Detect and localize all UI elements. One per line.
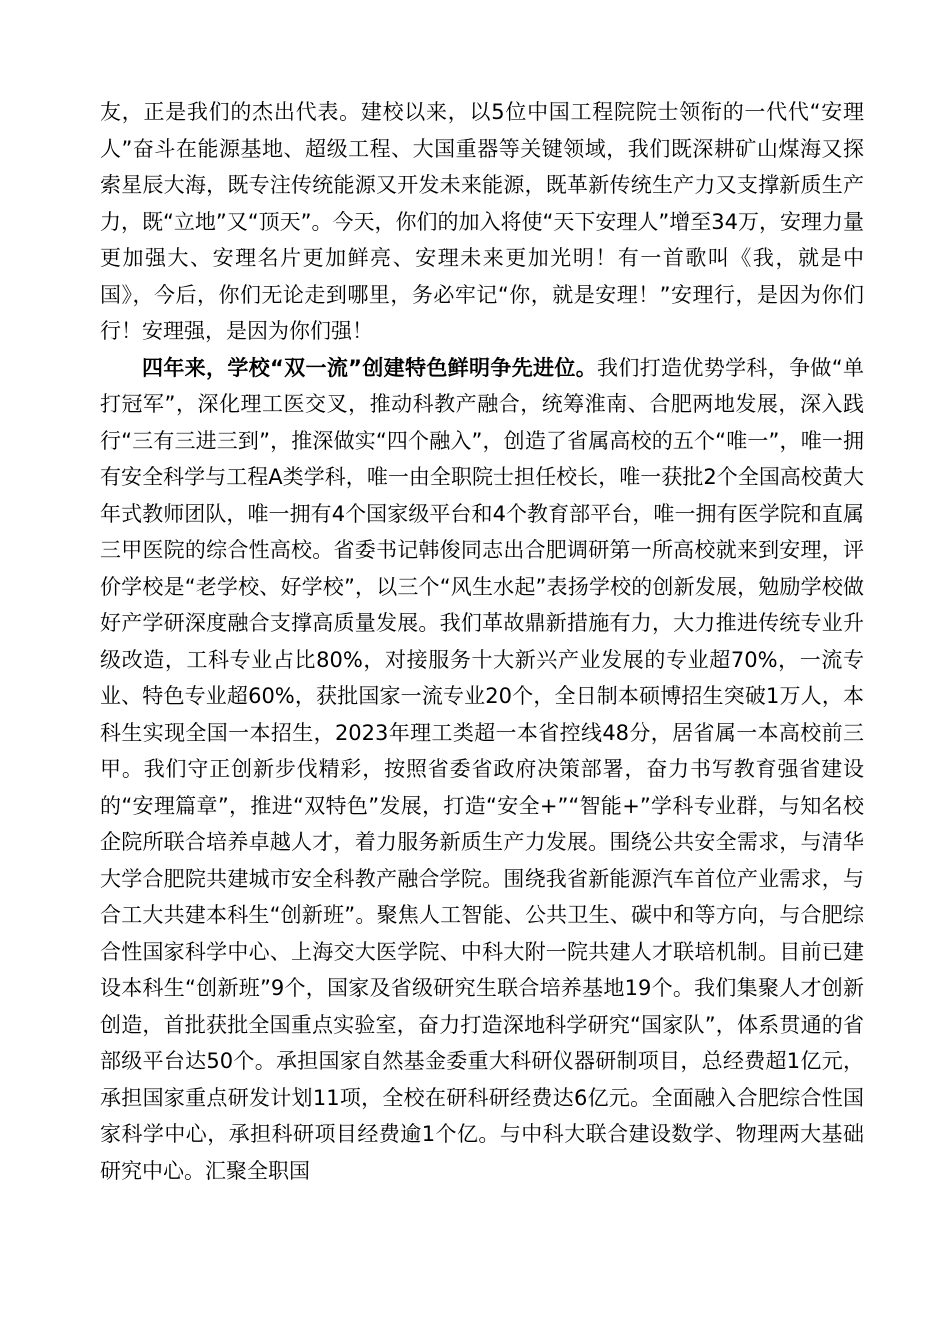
paragraph-text: 我们打造优势学科，争做“单打冠军”，深化理工医交叉，推动科教产融合，统筹淮南、合肥两地发展，深入践行“三有三进三到”，推深做实“四个融入”，创造了省属高校的五个“唯一”，唯一拥有安全科学与工程A类学科，唯一由全职院士担任校长，唯一获批2个全国高校黄大年式教师团队，唯一拥有4个国家级平台和4个教育部平台，唯一拥有医学院和直属三甲医院的综合性高校。省委书记韩俊同志出合肥调研第一所高校就来到安理，评价学校是“老学校、好学校”，以三个“风生水起”表扬学校的创新发展，勉励学校做好产学研深度融合支撑高质量发展。我们革故鼎新措施有力，大力推进传统专业升级改造，工科专业占比80%，对接服务十大新兴产业发展的专业超70%，一流专业、特色专业超60%，获批国家一流专业20个，全日制本硕博招生突破1万人，本科生实现全国一本招生，2023年理工类超一本省控线48分，居省属一本高校前三甲。我们守正创新步伐精彩，按照省委省政府决策部署，奋力书写教育强省建设的“安理篇章”，推进“双特色”发展，打造“安全+”“智能+”学科专业群，与知名校企院所联合培养卓越人才，着力服务新质生产力发展。围绕公共安全需求，与清华大学合肥院共建城市安全科教产融合学院。围绕我省新能源汽车首位产业需求，与合工大共建本科生“创新班”。聚焦人工智能、公共卫生、碳中和等方向，与合肥综合性国家科学中心、上海交大医学院、中科大附一院共建人才联培机制。目前已建设本科生“创新班”9个，国家及省级研究生联合培养基地19个。我们集聚人才创新创造，首批获批全国重点实验室，奋力打造深地科学研究“国家队”，体系贯通的省部级平台达50个。承担国家自然基金委重大科研仪器研制项目，总经费超1亿元，承担国家重点研发计划11项，全校在研科研经费达6亿元。全面融入合肥综合性国家科学中心，承担科研项目经费逾1个亿。与中科大联合建设数学、物理两大基础研究中心。汇聚全职国 xyxy=(100,355,864,1183)
paragraph-lead-heading: 四年来，学校“双一流”创建特色鲜明争先进位。 xyxy=(142,355,598,380)
document-body xyxy=(100,94,864,1189)
paragraph-text: 友，正是我们的杰出代表。建校以来，以5位中国工程院院士领衔的一代代“安理人”奋斗在能源基地、超级工程、大国重器等关键领域，我们既深耕矿山煤海又探索星辰大海，既专注传统能源又开发未来能源，既革新传统生产力又支撑新质生产力，既“立地”又“顶天”。今天，你们的加入将使“天下安理人”增至34万，安理力量更加强大、安理名片更加鲜亮、安理未来更加光明！有一首歌叫《我，就是中国》，今后，你们无论走到哪里，务必牢记“你，就是安理！”安理行，是因为你们行！安理强，是因为你们强！ xyxy=(100,100,864,343)
paragraph-continued xyxy=(100,94,864,350)
paragraph-double-first-class xyxy=(100,350,864,1190)
